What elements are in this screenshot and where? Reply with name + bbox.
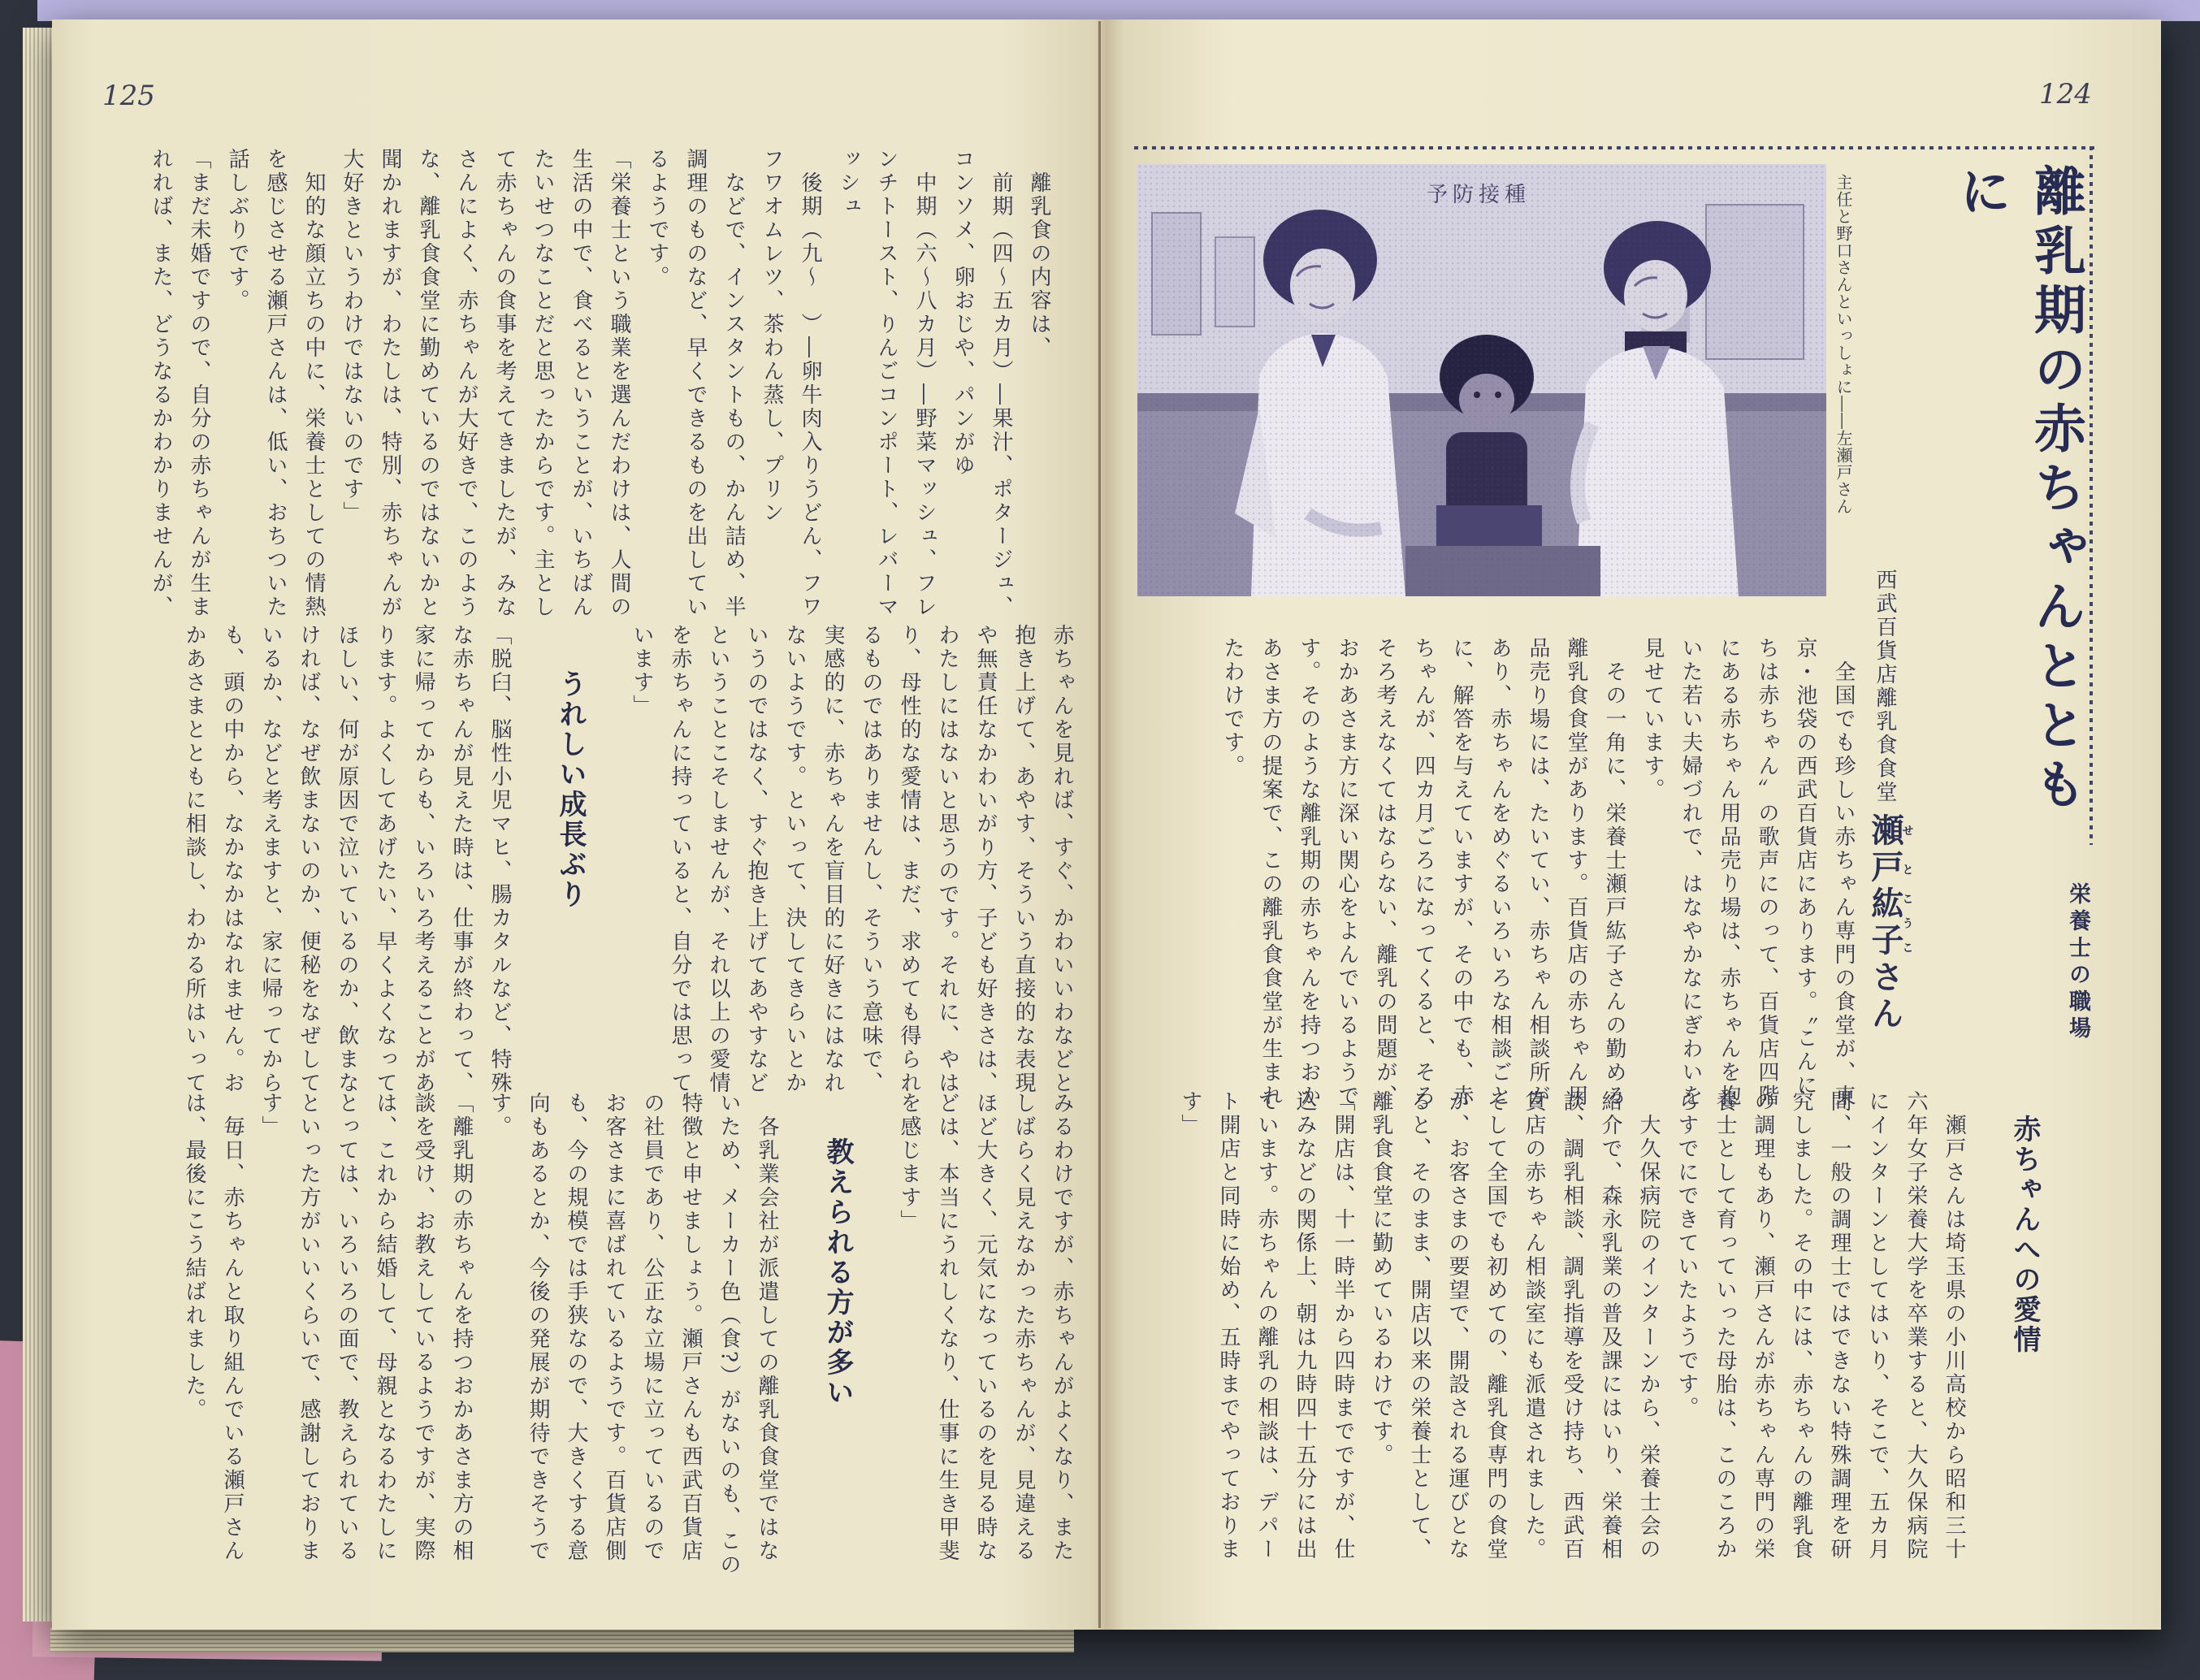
text-column-paragraph: 「脱臼、脳性小児マヒ、腸カタルなど、特殊な赤ちゃんが見えた時は、仕事が終わって、家に帰ってからも、いろいろ考えることがあります。よくしてあげたい、早くよくなってほしい、何が原因で泣いているのか、飲まなければ、なぜ飲まないのか、便秘をなぜしているか、などと考えますと、家に帰ってからも、頭の中から、なかなかはなれません。おかあさまとともに相談し、わかる所はいって (182, 624, 512, 1095)
text-column-paragraph: 全国でも珍しい赤ちゃん専門の食堂が、東京・池袋の西武百貨店にあります。〝こんにちは赤ちゃん〟の歌声にのって、百貨店四階にある赤ちゃん用品売り場は、赤ちゃんを抱いた若い夫婦づれで、はなやかなにぎわいを見せています。 (1640, 637, 1856, 1108)
text-column-paragraph: 知的な顔立ちの中に、栄養士としての情熱を感じさせる瀬戸さんは、低い、おちついた話しぶりです。 (225, 148, 326, 619)
photo-caption: 主任と野口さんといっしょに――左瀬戸さん (1834, 174, 1853, 515)
text-column-paragraph: 毎日、赤ちゃんと取り組んでいる瀬戸さんは、最後にこう結ばれました。 (182, 1092, 245, 1563)
byline-givenname: 紘子 (1866, 886, 1904, 960)
article-title: 離乳期の赤ちゃんとともに (1951, 164, 2086, 816)
byline-givenname-ruby: こうこ (1900, 886, 1914, 960)
text-column-paragraph: その一角に、栄養士瀬戸紘子さんの勤める離乳食食堂があります。百貨店の赤ちゃん用品売り場には、たいてい、赤ちゃん相談所があり、赤ちゃんをめぐるいろいろな相談ごとに、解答を与えていますが、その中でも、赤ちゃんが、四カ月ごろになってくると、そろそろ考えなくてはならない、離乳の問題が、おかあさま方に深い関心をよんでいるようです。そのような離乳期の赤ちゃんを持つおかあさま方の提案で、この離乳食食堂が生まれたわけです。 (1220, 637, 1626, 1108)
left-page-band-3 (123, 1092, 1081, 1578)
subheading-oshierareru-kata: 教えられる方が多い (821, 1137, 854, 1408)
text-column-paragraph: 離乳食の内容は、 (1027, 148, 1051, 360)
byline (1862, 569, 1913, 1050)
page-number-right: 124 (2039, 78, 2092, 110)
photo-two-nutritionists-with-doll (1137, 164, 1826, 596)
text-column-paragraph: 各乳業会社が派遣しての離乳食食堂ではないため、メーカー色（食?）がないのも、この特徴と申せましょう。瀬戸さんも西武百貨店の社員であり、公正な立場に立っているのでお客さまに喜ばれているようです。百貨店側も、今の規模では手狭なので、大きくする意向もあるとか、今後の発展が期待できそうです。 (487, 1092, 779, 1577)
subheading-ureshii-seichoburi: うれしい成長ぶり (554, 669, 587, 910)
book-gutter (1098, 21, 1101, 1628)
text-column-paragraph: 「開店は、十一時半から四時までですが、仕込みなどの関係上、朝は九時四十五分には出ています。赤ちゃんの離乳の相談は、デパート開店と同時に始め、五時までやっております」 (1178, 1090, 1355, 1561)
text-column-paragraph: 瀬戸さんは埼玉県の小川高校から昭和三十六年女子栄養大学を卒業すると、大久保病院にインターンとしてはいり、そこで、五カ月間、一般の調理士ではできない特殊調理を研究しました。その中には、赤ちゃんの離乳食の調理もあり、瀬戸さんが赤ちゃん専門の栄養士として育っていった母胎は、このころからすでにできていたようです。 (1674, 1090, 1966, 1561)
section-label-eiyoshi-no-shokuba: 栄養士の職場 (2065, 882, 2090, 1043)
byline-name (1866, 813, 1914, 1033)
dotted-rule-horizontal (1134, 146, 2098, 149)
right-page-band-1 (1154, 637, 1862, 1115)
book-cover-top-edge (37, 0, 2200, 21)
text-column-paragraph: 赤ちゃんを見れば、すぐ、かわいいわなどと抱き上げて、あやす、そういう直接的な表現や無責任なかわいがり方、子ども好きさは、わたしにはないと思うのです。それに、やはり、母性的な愛情は、まだ、求めても得られるものではありませんし、そういう意味で、実感的に、赤ちゃんを盲目的に好きにはなれないようです。といって、決してきらいとかいうのではなく、すぐ抱き上げてあやすなどということこそしませんが、それ以上の愛情を赤ちゃんに持っていると、自分では思っています」 (630, 624, 1074, 1095)
text-column-paragraph: 「離乳期の赤ちゃんを持つおかあさま方の相談を受け、お教えしているようですが、実際は、これから結婚して、母親となるわたしにとっては、いろいろの面で、教えられているといった方がいいくらいで、感謝しております」 (258, 1092, 474, 1563)
stacked-pages-bottom-edge (50, 1628, 1074, 1652)
byline-affiliation: 西武百貨店離乳食食堂 (1873, 569, 1897, 804)
text-column-paragraph: みるわけですが、赤ちゃんがよくなり、またしばらく見えなかった赤ちゃんが、見違えるほど大きく、元気になっているのを見る時などは、本当にうれしくなり、仕事に生き甲斐を感じます」 (897, 1092, 1074, 1563)
left-page-band-1 (123, 148, 1058, 626)
subheading-akachan-eno-aijo: 赤ちゃんへの愛情 (2008, 1115, 2041, 1355)
text-column-paragraph: などで、インスタントもの、かん詰め、半調理のものなど、早くできるものを出しているようです。 (645, 148, 746, 619)
left-page-band-2 (123, 624, 1081, 1102)
text-column-paragraph: 後期（九〜 ）―卵牛肉入りうどん、フワフワオムレツ、茶わん蒸し、プリン (760, 148, 822, 619)
byline-surname: 瀬戸 (1866, 813, 1904, 887)
right-page-band-2 (1102, 1090, 2047, 1576)
text-column-paragraph: 前期（四〜五カ月）―果汁、ポタージュ、コンソメ、卵おじや、パンがゆ (951, 148, 1013, 619)
text-column-paragraph: 「栄養士という職業を選んだわけは、人間の生活の中で、食べるということが、いちばんたいせつなことだと思ったからです。主として赤ちゃんの食事を考えてきましたが、みなさんによく、赤ちゃんが大好きで、このような、離乳食食堂に勤めているのではないかと聞かれますが、わたしは、特別、赤ちゃんが大好きというわけではないのです」 (340, 148, 631, 619)
text-column-paragraph: 「まだ未婚ですので、自分の赤ちゃんが生まれれば、また、どうなるかわかりませんが、 (149, 148, 211, 619)
byline-surname-ruby: せと (1900, 813, 1914, 887)
text-column-paragraph: 大久保病院のインターンから、栄養士会の紹介で、森永乳業の普及課にはいり、栄養相談、調乳相談、調乳指導を受け持ち、西武百貨店の赤ちゃん相談室にも派遣されました。そして全国でも初めての、離乳食専門の食堂が、お客さまの要望で、開設される運びとなると、そのまま、開店以来の栄養士として、離乳食食堂に勤めているわけです。 (1369, 1090, 1661, 1561)
photo-illustration (1137, 164, 1826, 596)
page-number-left: 125 (102, 80, 155, 112)
byline-honorific: さん (1866, 959, 1904, 1033)
text-column-paragraph: 中期（六〜八カ月）―野菜マッシュ、フレンチトースト、りんごコンポート、レバーマッシュ (836, 148, 937, 619)
